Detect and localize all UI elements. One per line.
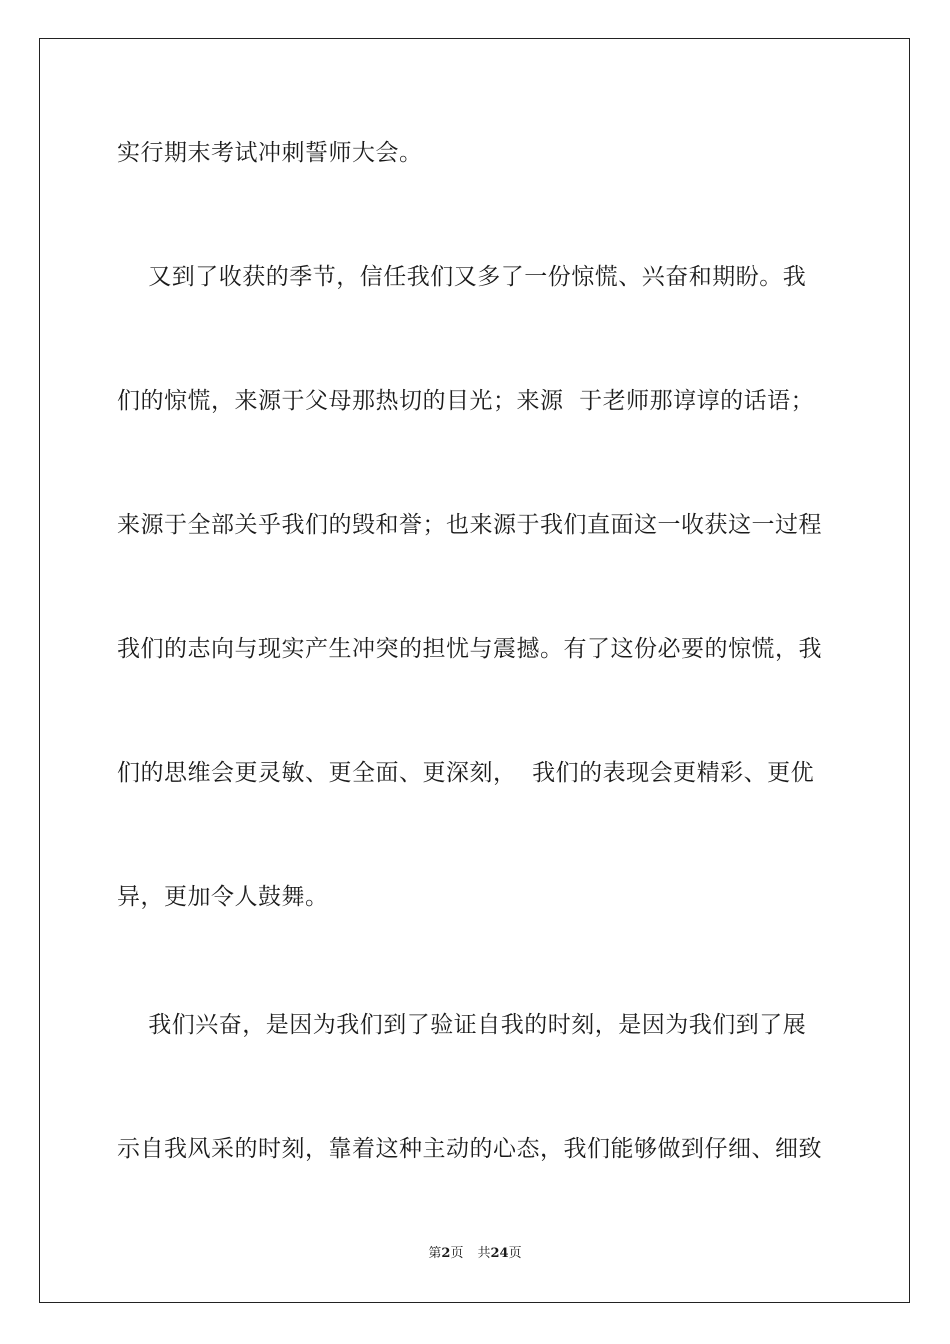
body-line-3: 们的惊慌，来源于父母那热切的目光；来源 于老师那谆谆的话语； bbox=[117, 388, 815, 414]
footer-total-prefix: 共 bbox=[477, 1246, 491, 1261]
footer-page-suffix: 页 bbox=[450, 1246, 464, 1261]
footer-current-page: 2 bbox=[441, 1246, 451, 1261]
body-line-2: 又到了收获的季节，信任我们又多了一份惊慌、兴奋和期盼。我 bbox=[117, 264, 807, 290]
footer-prefix: 第 bbox=[428, 1246, 442, 1261]
body-line-8: 我们兴奋，是因为我们到了验证自我的时刻，是因为我们到了展 bbox=[117, 1012, 807, 1038]
footer-total-suffix: 页 bbox=[508, 1246, 522, 1261]
page-footer bbox=[0, 1245, 950, 1263]
page-border bbox=[39, 38, 910, 1303]
body-line-9: 示自我风采的时刻，靠着这种主动的心态，我们能够做到仔细、细致 bbox=[117, 1136, 822, 1162]
footer-total-pages: 24 bbox=[490, 1246, 509, 1261]
body-line-5: 我们的志向与现实产生冲突的担忧与震撼。有了这份必要的惊慌，我 bbox=[117, 636, 822, 662]
body-line-6: 们的思维会更灵敏、更全面、更深刻， 我们的表现会更精彩、更优 bbox=[117, 760, 815, 786]
body-line-7: 异，更加令人鼓舞。 bbox=[117, 884, 329, 910]
body-line-1: 实行期末考试冲刺誓师大会。 bbox=[117, 140, 423, 166]
body-line-4: 来源于全部关乎我们的毁和誉；也来源于我们直面这一收获这一过程 bbox=[117, 512, 822, 538]
